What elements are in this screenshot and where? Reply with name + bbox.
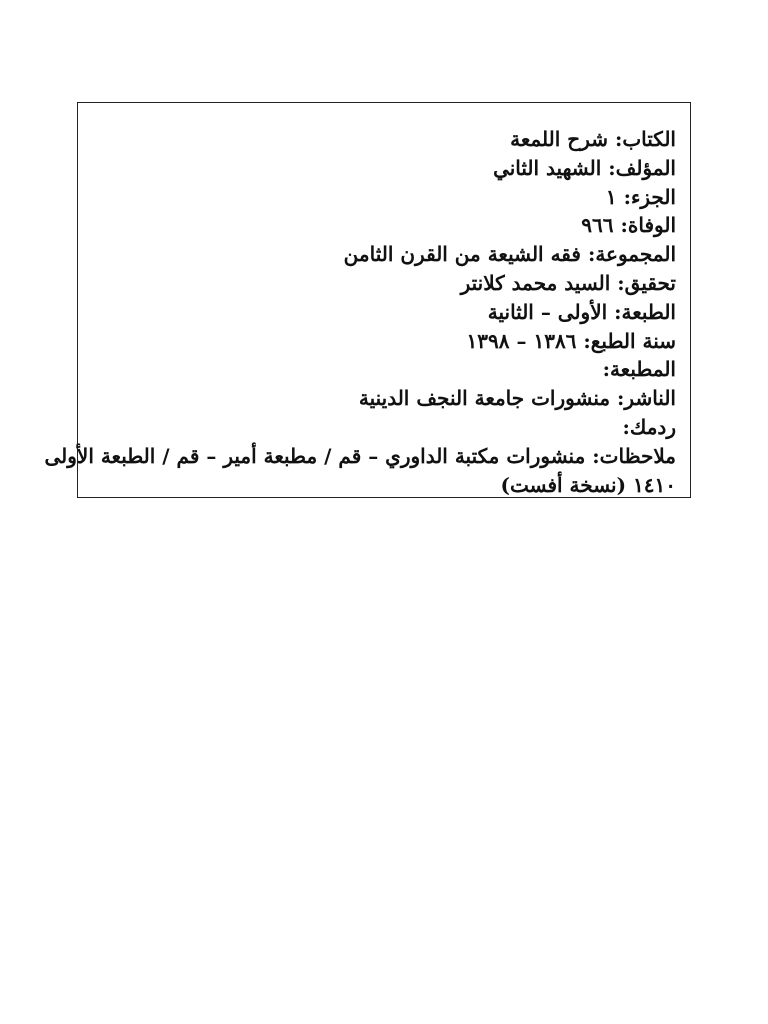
death-label: الوفاة: xyxy=(620,213,676,238)
edition-label: الطبعة: xyxy=(614,299,676,324)
book-value: شرح اللمعة xyxy=(510,127,608,151)
notes-label: ملاحظات: xyxy=(592,443,676,468)
publisher-line xyxy=(92,384,676,413)
editor-line xyxy=(92,269,676,298)
isbn-line xyxy=(92,413,676,442)
publisher-value: منشورات جامعة النجف الدينية xyxy=(358,386,611,411)
collection-value: فقه الشيعة من القرن الثامن xyxy=(343,242,581,267)
volume-line xyxy=(92,183,676,212)
death-line xyxy=(92,211,676,240)
print-year-value: ١٣٨٦ – ١٣٩٨ xyxy=(466,328,577,353)
death-value: ٩٦٦ xyxy=(581,213,614,238)
notes-value: منشورات مكتبة الداوري – قم / مطبعة أمير – قم / الطبعة الأولى xyxy=(44,443,586,468)
author-line xyxy=(92,154,676,183)
author-value: الشهيد الثاني xyxy=(493,155,602,180)
author-label: المؤلف: xyxy=(608,155,676,180)
press-label: المطبعة: xyxy=(602,357,676,382)
edition-value: الأولى – الثانية xyxy=(487,299,608,324)
book-info-card xyxy=(44,102,691,498)
editor-value: السيد محمد كلانتر xyxy=(460,270,611,295)
collection-line xyxy=(92,240,676,269)
editor-label: تحقيق: xyxy=(617,270,676,295)
print-year-line xyxy=(92,327,676,356)
press-line xyxy=(92,355,676,384)
book-label: الكتاب: xyxy=(614,127,676,151)
volume-label: الجزء: xyxy=(623,184,676,209)
book-line xyxy=(92,125,676,154)
volume-value: ١ xyxy=(605,184,617,209)
print-year-label: سنة الطبع: xyxy=(583,328,676,353)
publisher-label: الناشر: xyxy=(617,386,676,411)
notes-line xyxy=(44,442,676,471)
notes-continuation: ١٤١٠ (نسخة أفست) xyxy=(500,472,676,497)
isbn-label: ردمك: xyxy=(622,414,676,439)
notes-continuation-line xyxy=(92,471,676,500)
collection-label: المجموعة: xyxy=(587,242,676,267)
edition-line xyxy=(92,298,676,327)
